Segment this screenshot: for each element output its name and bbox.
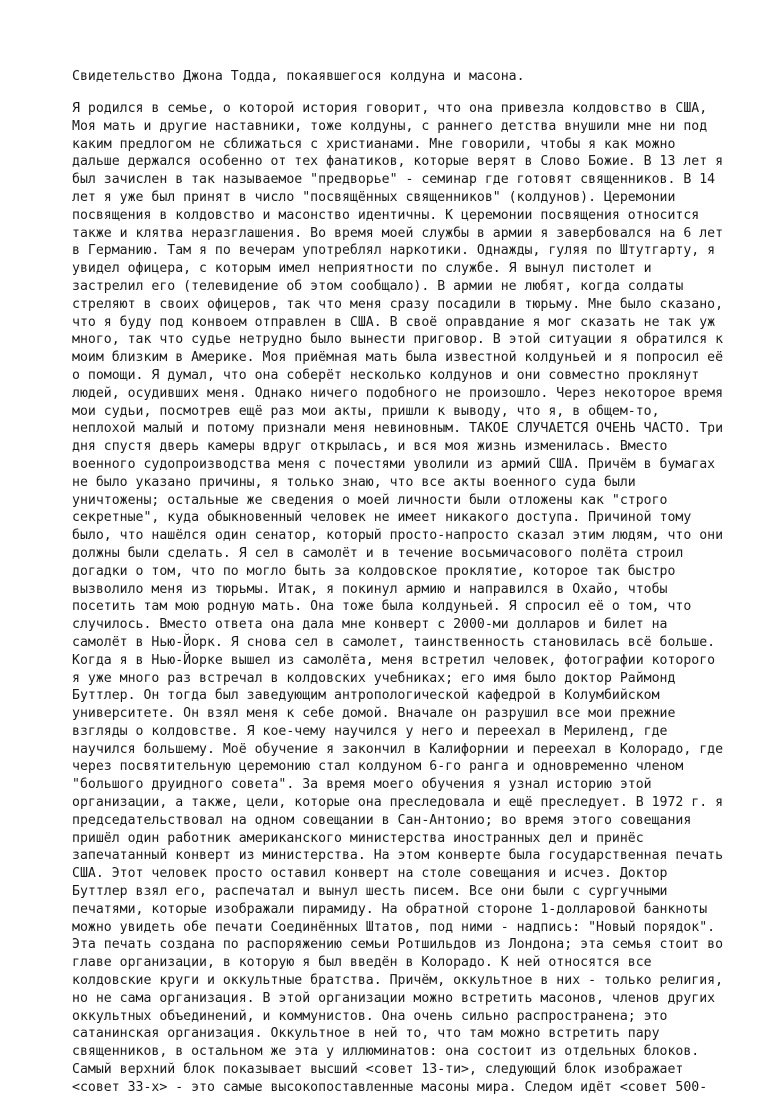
body-line: пришёл один работник американского министерства иностранных дел и принёс: [72, 830, 644, 846]
body-line: "большого друидного совета". За время моего обучения я узнал историю этой: [72, 777, 652, 793]
body-line: мои судьи, посмотрев ещё раз мои акты, пришли к выводу, что я, в общем-то,: [72, 403, 660, 419]
body-line: США. Этот человек просто оставил конверт на столе совещания и исчез. Доктор: [72, 866, 668, 882]
body-line: каким предлогом не сближаться с христианами. Мне говорили, чтобы я как можно: [72, 136, 676, 152]
body-line: взгляды о колдовстве. Я кое-чему научился у него и переехал в Мериленд, где: [72, 723, 668, 739]
body-line: людей, осудивших меня. Однако ничего подобного не произошло. Через некоторое время: [72, 385, 724, 401]
body-line: Я родился в семье, о которой история говорит, что она привезла колдовство в США,: [72, 101, 708, 116]
body-line: можно увидеть обе печати Соединённых Штатов, под ними - надпись: "Новый порядок".: [72, 919, 716, 935]
body-line: оккультных объединений, и коммунистов. Она очень сильно распространена; это: [72, 1008, 668, 1024]
body-line: должны были сделать. Я сел в самолёт и в течение восьмичасового полёта строил: [72, 545, 684, 561]
body-line: я уже много раз встречал в колдовских учебниках; его имя было доктор Раймонд: [72, 670, 676, 686]
body-line: также и клятва неразглашения. Во время моей службы в армии я завербовался на 6 лет: [72, 225, 724, 241]
body-line: Моя мать и другие наставники, тоже колдуны, с раннего детства внушили мне ни под: [72, 118, 708, 134]
body-line: запечатанный конверт из министерства. На этом конверте была государственная печать: [72, 848, 724, 864]
body-line: Самый верхний блок показывает высший <совет 13-ти>, следующий блок изображает: [72, 1062, 684, 1078]
body-line: дня спустя дверь камеры вдруг открылась, и вся моя жизнь изменилась. Вместо: [72, 439, 668, 455]
body-line: печатями, которые изображали пирамиду. На обратной стороне 1-долларовой банкноты: [72, 901, 708, 917]
body-line: о помощи. Я думал, что она соберёт несколько колдунов и они совместно проклянут: [72, 367, 700, 383]
body-line: увидел офицера, с которым имел неприятности по службе. Я вынул пистолет и: [72, 261, 652, 277]
body-line: неплохой малый и потому признали меня невиновным. ТАКОЕ СЛУЧАЕТСЯ ОЧЕНЬ ЧАСТО. Три: [72, 421, 724, 437]
body-line: был зачислен в так называемое "предворье" - семинар где готовят священников. В 14: [72, 172, 716, 188]
body-line: Когда я в Нью-Йорке вышел из самолёта, меня встретил человек, фотографии которого: [72, 652, 716, 668]
body-line: военного судопроизводства меня с почестями уволили из армий США. Причём в бумагах: [72, 456, 716, 472]
body-line: застрелил его (телевидение об этом сообщало). В армии не любят, когда солдаты: [72, 278, 684, 294]
body-line: моим близким в Америке. Моя приёмная мать была известной колдуньей и я попросил её: [72, 350, 724, 366]
body-line: Буттлер. Он тогда был заведующим антропологической кафедрой в Колумбийском: [72, 688, 660, 704]
body-line: догадки о том, что по могло быть за колдовское проклятие, которое так быстро: [72, 563, 676, 579]
body-line: колдовские круги и оккультные братства. Причём, оккультное в них - только религия,: [72, 973, 724, 989]
body-line: через посвятительную церемонию стал колдуном 6-го ранга и одновременно членом: [72, 759, 684, 775]
body-line: стреляют в своих офицеров, так что меня сразу посадили в тюрьму. Мне было сказано,: [72, 296, 724, 312]
body-line: дальше держался особенно от тех фанатиков, которые верят в Слово Божие. В 13 лет я: [72, 154, 724, 170]
body-line: сатанинская организация. Оккультное в ней то, что там можно встретить пару: [72, 1026, 660, 1042]
body-line: самолёт в Нью-Йорк. Я снова сел в самолет, таинственность становилась всё больше.: [72, 634, 716, 650]
body-line: научился большему. Моё обучение я закончил в Калифорнии и переехал в Колорадо, где: [72, 741, 724, 757]
body-line: не было указано причины, я только знаю, что все акты военного суда были: [72, 474, 636, 490]
body-line: было, что нашёлся один сенатор, который просто-напросто сказал этим людям, что они: [72, 528, 724, 544]
body-line: что я буду под конвоем отправлен в США. В своё оправдание я мог сказать не так уж: [72, 314, 716, 330]
body-line: но не сама организация. В этой организации можно встретить масонов, членов других: [72, 990, 716, 1006]
body-line: председательствовал на одном совещании в Сан-Антонио; во время этого совещания: [72, 812, 692, 828]
body-line: посвящения в колдовство и масонство идентичны. К церемонии посвящения относится: [72, 207, 700, 223]
body-line: Буттлер взял его, распечатал и вынул шесть писем. Все они были с сургучными: [72, 884, 668, 900]
document-title: Свидетельство Джона Тодда, покаявшегося колдуна и масона.: [72, 69, 525, 84]
body-line: посетить там мою родную мать. Она тоже была колдуньей. Я спросил её о том, что: [72, 599, 692, 615]
document-body: [72, 100, 724, 1097]
body-line: университете. Он взял меня к себе домой. Вначале он разрушил все мои прежние: [72, 706, 676, 722]
body-line: <совет 33-х> - это самые высокопоставленные масоны мира. Следом идёт <совет 500-: [72, 1079, 708, 1095]
body-line: лет я уже был принят в число "посвящённых священников" (колдунов). Церемонии: [72, 189, 676, 205]
body-line: священников, в остальном же эта у иллюминатов: она состоит из отдельных блоков.: [72, 1044, 700, 1060]
body-line: много, так что судье нетрудно было вынести приговор. В этой ситуации я обратился к: [72, 332, 724, 348]
body-line: главе организации, в которую я был введён в Колорадо. К ней относятся все: [72, 955, 652, 971]
body-line: уничтожены; остальные же сведения о моей личности были отложены как "строго: [72, 492, 668, 508]
body-line: секретные", куда обыкновенный человек не имеет никакого доступа. Причиной тому: [72, 510, 692, 526]
body-line: в Германию. Там я по вечерам употреблял наркотики. Однажды, гуляя по Штутгарту, я: [72, 243, 716, 259]
body-line: организации, а также, цели, которые она преследовала и ещё преследует. В 1972 г. я: [72, 795, 724, 811]
body-line: Эта печать создана по распоряжению семьи Ротшильдов из Лондона; эта семья стоит во: [72, 937, 724, 953]
body-line: вызволило меня из тюрьмы. Итак, я покинул армию и направился в Охайо, чтобы: [72, 581, 668, 597]
body-line: случилось. Вместо ответа она дала мне конверт с 2000-ми долларов и билет на: [72, 617, 668, 633]
